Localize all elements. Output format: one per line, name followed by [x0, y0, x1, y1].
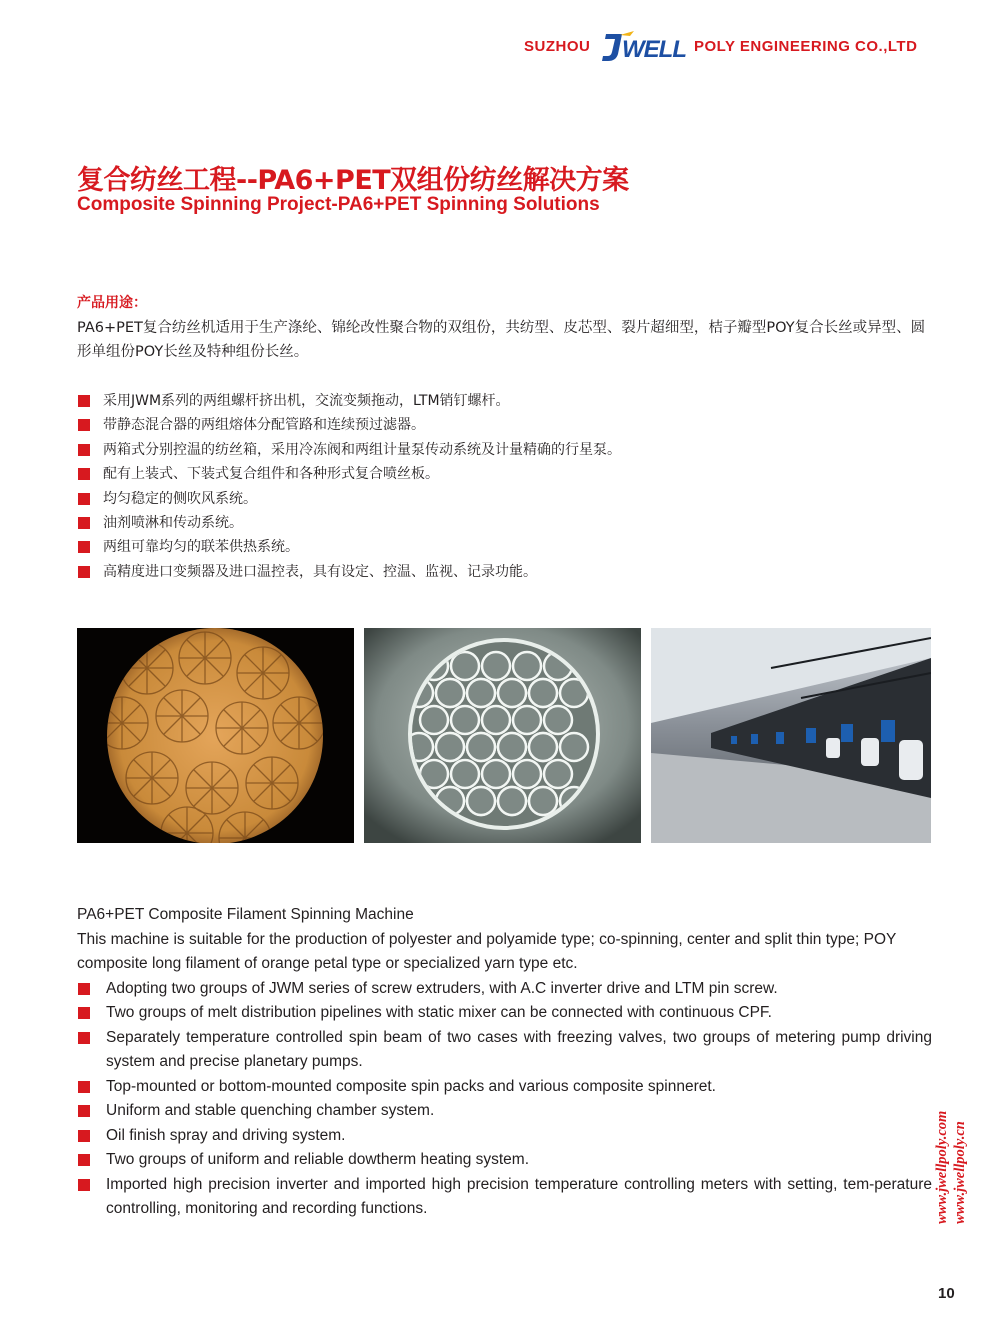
en-feature-item	[77, 1173, 932, 1222]
cn-feature-text: 采用JWM系列的两组螺杆挤出机，交流变频拖动，LTM销钉螺杆。	[103, 393, 510, 409]
english-section	[77, 903, 932, 1222]
bullet-square-icon	[78, 1007, 90, 1019]
bullet-square-icon	[78, 1130, 90, 1142]
bullet-square-icon	[78, 983, 90, 995]
cn-feature-text: 带静态混合器的两组熔体分配管路和连续预过滤器。	[103, 417, 425, 434]
page-number: 10	[938, 1285, 955, 1302]
en-feature-item	[77, 1001, 932, 1026]
bullet-square-icon	[78, 566, 90, 578]
bullet-square-icon	[78, 541, 90, 553]
bullet-square-icon	[78, 1105, 90, 1117]
page-header	[524, 30, 944, 66]
bullet-square-icon	[78, 444, 90, 456]
orange-petal-cross-section-photo	[77, 628, 354, 843]
cn-feature-item	[77, 438, 937, 462]
en-feature-text: Top-mounted or bottom-mounted composite spin packs and various composite spinneret.	[106, 1077, 716, 1095]
usage-text: PA6+PET复合纺丝机适用于生产涤纶、锦纶改性聚合物的双组份，共纺型、皮芯型、裂片超细型，桔子瓣型POY复合长丝或异型、圆形单组份POY长丝及特种组份长丝。	[77, 320, 926, 360]
bullet-square-icon	[78, 468, 90, 480]
cn-feature-text: 两箱式分别控温的纺丝箱，采用冷冻阀和两组计量泵传动系统及计量精确的行星泵。	[103, 441, 621, 458]
cn-feature-text: 均匀稳定的侧吹风系统。	[103, 490, 257, 507]
bullet-square-icon	[78, 419, 90, 431]
cn-feature-item	[77, 389, 937, 413]
en-feature-item	[77, 1075, 932, 1100]
en-feature-text: Adopting two groups of JWM series of screw extruders, with A.C inverter drive and LTM pin screw.	[106, 979, 778, 997]
page-title-en: Composite Spinning Project-PA6+PET Spinning Solutions	[77, 194, 600, 215]
en-feature-text: Imported high precision inverter and imported high precision temperature controlling meters with setting, tem-perature controlling, monitoring and recording functions.	[106, 1175, 932, 1217]
header-company-text: POLY ENGINEERING CO.,LTD	[694, 38, 918, 55]
side-urls	[934, 1078, 974, 1228]
en-feature-text: Two groups of melt distribution pipelines with static mixer can be connected with continuous CPF.	[106, 1004, 772, 1021]
jwell-logo	[600, 30, 686, 64]
page-title-cn: 复合纺丝工程--PA6+PET双组份纺丝解决方案	[77, 165, 629, 196]
svg-text:WELL: WELL	[622, 36, 686, 63]
bullet-square-icon	[78, 1032, 90, 1044]
cn-feature-text: 高精度进口变频器及进口温控表，具有设定、控温、监视、记录功能。	[103, 563, 537, 580]
header-suzhou-text: SUZHOU	[524, 38, 591, 55]
en-feature-text: Separately temperature controlled spin beam of two cases with freezing valves, two groups of metering pump driving system and precise planetary pumps.	[106, 1028, 932, 1070]
en-feature-item	[77, 1148, 932, 1173]
cn-feature-item	[77, 511, 937, 535]
cn-feature-item	[77, 535, 937, 559]
cn-feature-text: 油剂喷淋和传动系统。	[103, 514, 243, 531]
usage-heading: 产品用途：	[77, 295, 147, 311]
en-feature-item	[77, 977, 932, 1002]
photo-row	[77, 628, 933, 844]
bullet-square-icon	[78, 517, 90, 529]
bullet-square-icon	[78, 1081, 90, 1093]
english-heading: PA6+PET Composite Filament Spinning Machine	[77, 906, 414, 923]
bullet-square-icon	[78, 395, 90, 407]
bullet-square-icon	[78, 1179, 90, 1191]
en-feature-item	[77, 1099, 932, 1124]
en-feature-item	[77, 1026, 932, 1075]
sea-island-cross-section-photo	[364, 628, 641, 843]
side-url-cn[interactable]: www.jwellpoly.cn	[952, 1121, 968, 1224]
cn-feature-item	[77, 413, 937, 437]
en-feature-text: Oil finish spray and driving system.	[106, 1126, 346, 1144]
bullet-square-icon	[78, 1154, 90, 1166]
cn-feature-item	[77, 487, 937, 511]
cn-feature-item	[77, 560, 937, 584]
english-intro: This machine is suitable for the production of polyester and polyamide type; co-spinning, center and split thin type; POY composite long filament of orange petal type or specialized yarn type etc.	[77, 930, 897, 972]
spinning-production-line-photo	[651, 628, 931, 843]
en-feature-list	[77, 977, 932, 1222]
en-feature-text: Two groups of uniform and reliable dowtherm heating system.	[106, 1151, 530, 1168]
side-url-com[interactable]: www.jwellpoly.com	[934, 1110, 950, 1224]
cn-feature-item	[77, 462, 937, 486]
en-feature-text: Uniform and stable quenching chamber system.	[106, 1102, 435, 1119]
cn-feature-text: 配有上装式、下装式复合组件和各种形式复合喷丝板。	[103, 466, 439, 483]
en-feature-item	[77, 1124, 932, 1149]
cn-feature-text: 两组可靠均匀的联苯供热系统。	[103, 539, 299, 556]
bullet-square-icon	[78, 493, 90, 505]
cn-feature-list	[77, 389, 937, 584]
